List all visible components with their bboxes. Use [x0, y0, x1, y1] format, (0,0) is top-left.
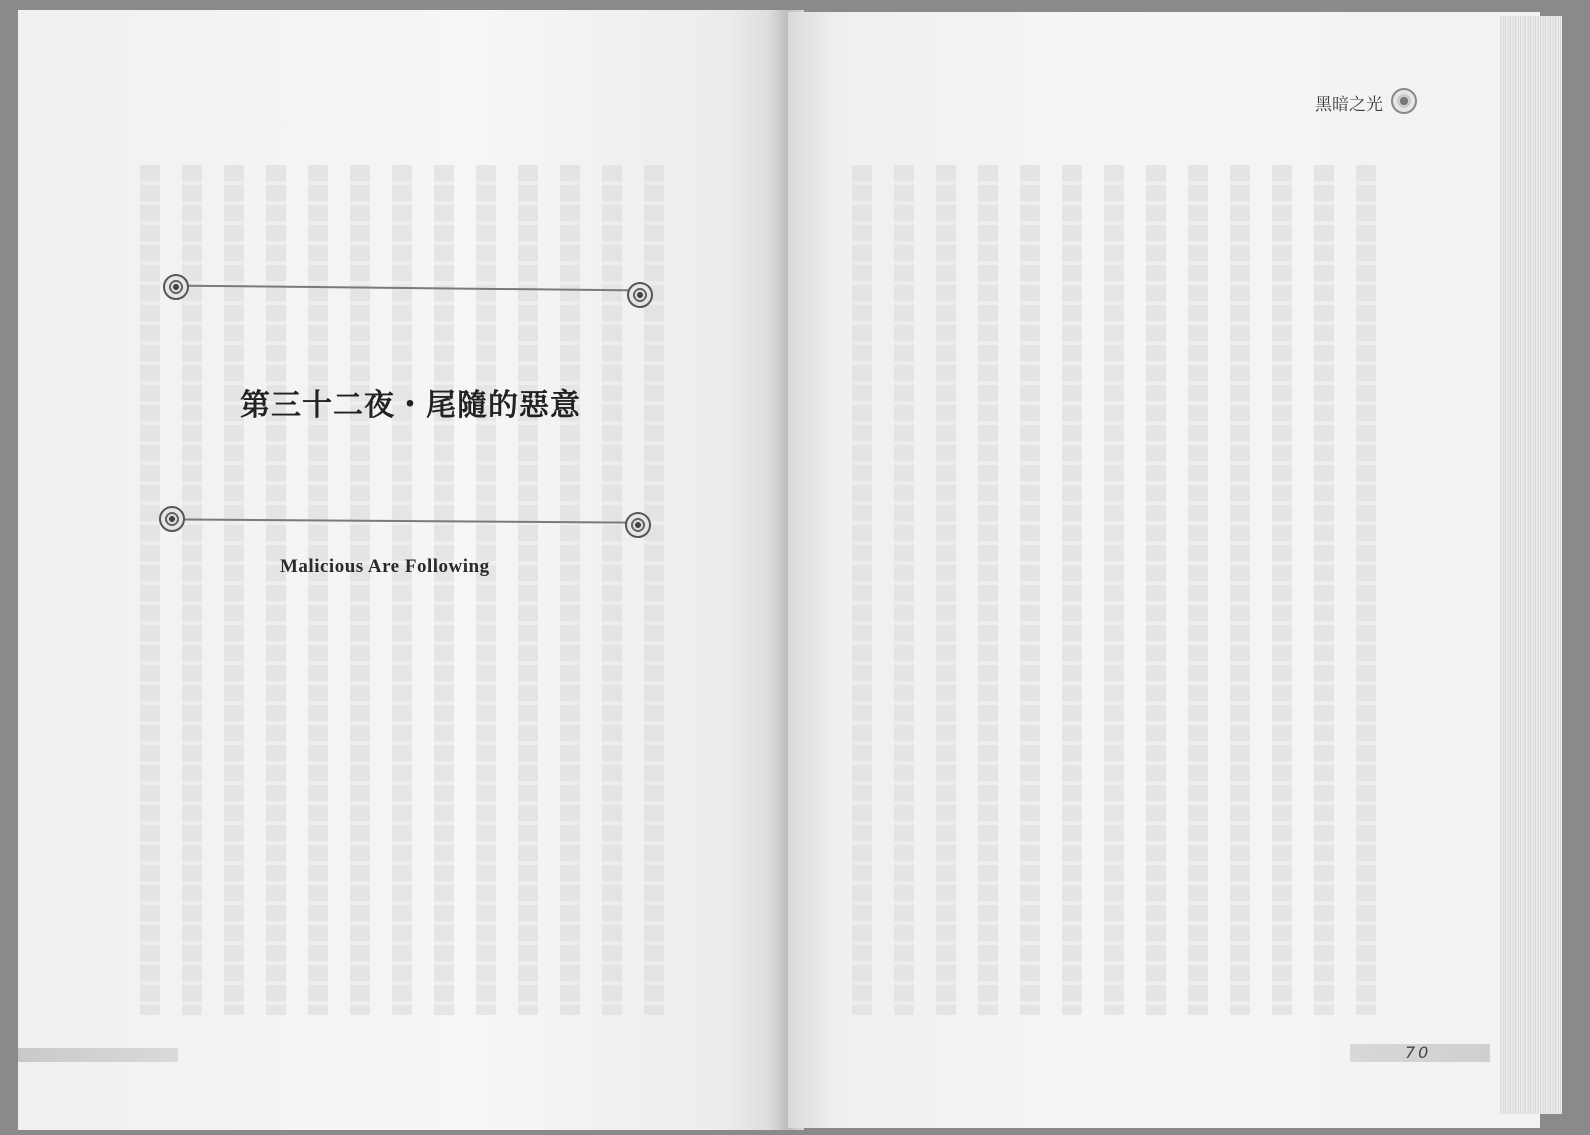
bleed-through-column — [518, 165, 538, 1015]
bleed-through-column — [476, 165, 496, 1015]
rosette-icon — [163, 274, 189, 300]
rosette-icon — [1391, 88, 1417, 114]
rosette-icon — [627, 282, 653, 308]
bleed-through-column — [266, 165, 286, 1015]
bleed-through-column — [1356, 165, 1376, 1015]
bleed-through-column — [852, 165, 872, 1015]
chapter-subtitle: Malicious Are Following — [280, 556, 490, 577]
running-header: 黑暗之光 — [1315, 95, 1383, 115]
bleed-through-column — [1188, 165, 1208, 1015]
bleed-through-column — [1146, 165, 1166, 1015]
bleed-through-column — [350, 165, 370, 1015]
bleed-through-column — [1020, 165, 1040, 1015]
bleed-through-column — [392, 165, 412, 1015]
bleed-through-column — [978, 165, 998, 1015]
bleed-through-column — [560, 165, 580, 1015]
footer-bar-left — [18, 1048, 178, 1062]
bleed-through-column — [1314, 165, 1334, 1015]
bleed-through-column — [1272, 165, 1292, 1015]
bleed-through-column — [224, 165, 244, 1015]
bleed-through-column — [936, 165, 956, 1015]
bleed-through-column — [1104, 165, 1124, 1015]
rosette-icon — [625, 512, 651, 538]
page-number: 70 — [1405, 1043, 1432, 1062]
bleed-through-column — [140, 165, 160, 1015]
bleed-through-column — [308, 165, 328, 1015]
chapter-title: 第三十二夜・尾隨的惡意 — [240, 388, 581, 423]
bleed-through-column — [434, 165, 454, 1015]
rosette-icon — [159, 506, 185, 532]
page-edges — [1500, 16, 1562, 1114]
bleed-through-column — [1230, 165, 1250, 1015]
bleed-through-column — [1062, 165, 1082, 1015]
bleed-through-column — [602, 165, 622, 1015]
bleed-through-column — [894, 165, 914, 1015]
